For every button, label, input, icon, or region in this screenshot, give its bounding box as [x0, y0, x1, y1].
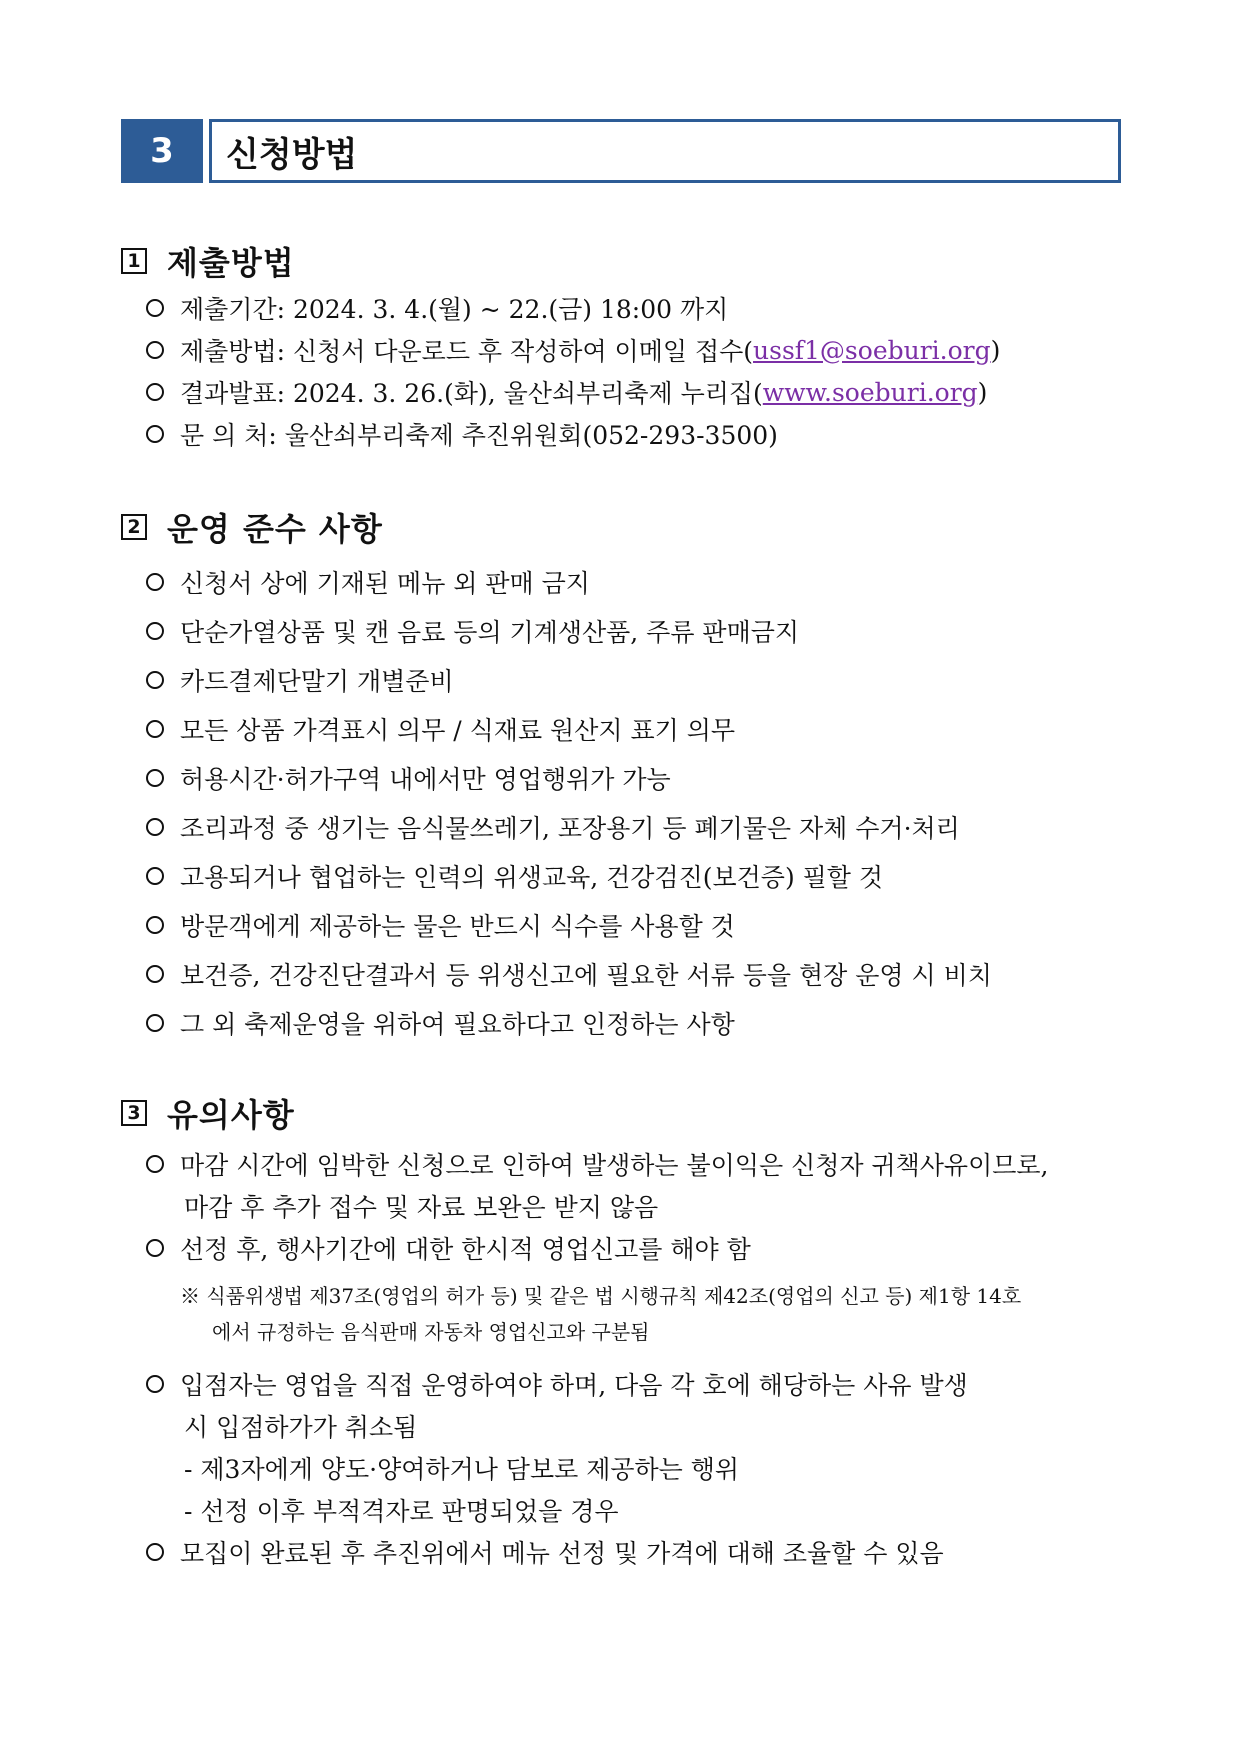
list-item: [146, 1364, 968, 1404]
list-item: [146, 1228, 751, 1268]
circle-bullet-icon: [146, 818, 164, 836]
circle-bullet-icon: [146, 1239, 164, 1257]
sub-item: - 제3자에게 양도·양여하거나 담보로 제공하는 행위: [184, 1455, 740, 1484]
section-number-box: 3: [121, 1100, 147, 1126]
section-title: 유의사항: [167, 1096, 295, 1134]
item-text: 제출방법: 신청서 다운로드 후 작성하여 이메일 접수(: [180, 337, 754, 366]
item-text-suffix: ): [990, 335, 1001, 365]
chapter-header: [121, 119, 1121, 183]
circle-bullet-icon: [146, 916, 164, 934]
circle-bullet-icon: [146, 1543, 164, 1561]
section-number-box: 2: [121, 514, 147, 540]
section-2-heading: [121, 504, 383, 550]
list-item: [146, 1144, 1048, 1184]
list-item: [146, 1003, 735, 1043]
list-item: [146, 807, 960, 847]
list-item: [146, 905, 735, 945]
item-text: 방문객에게 제공하는 물은 반드시 식수를 사용할 것: [180, 912, 735, 941]
item-continuation: 마감 후 추가 접수 및 자료 보완은 받지 않음: [184, 1193, 659, 1222]
circle-bullet-icon: [146, 1014, 164, 1032]
section-title: 제출방법: [167, 244, 295, 282]
list-item: [146, 660, 454, 700]
item-text: 결과발표: 2024. 3. 26.(화), 울산쇠부리축제 누리집(: [180, 379, 763, 408]
item-text-suffix: ): [977, 377, 988, 407]
item-text: 허용시간·허가구역 내에서만 영업행위가 가능: [180, 765, 671, 794]
footnote-continuation: 에서 규정하는 음식판매 자동차 영업신고와 구분됨: [212, 1319, 650, 1344]
item-continuation: 시 입점하가가 취소됨: [184, 1413, 418, 1442]
list-item: [146, 1532, 944, 1572]
item-text: 고용되거나 협업하는 인력의 위생교육, 건강검진(보건증) 필할 것: [180, 863, 884, 892]
section-title: 운영 준수 사항: [167, 510, 383, 548]
list-item: [146, 372, 987, 412]
item-text: 조리과정 중 생기는 음식물쓰레기, 포장용기 등 폐기물은 자체 수거·처리: [180, 814, 960, 843]
circle-bullet-icon: [146, 965, 164, 983]
circle-bullet-icon: [146, 622, 164, 640]
circle-bullet-icon: [146, 425, 164, 443]
item-text: 카드결제단말기 개별준비: [180, 667, 454, 696]
section-1-heading: [121, 238, 295, 284]
chapter-title: 신청방법: [209, 119, 1121, 183]
list-item: [146, 758, 671, 798]
list-item: [146, 709, 735, 749]
item-text: 모집이 완료된 후 추진위에서 메뉴 선정 및 가격에 대해 조율할 수 있음: [180, 1539, 944, 1568]
circle-bullet-icon: [146, 1155, 164, 1173]
item-text: 선정 후, 행사기간에 대한 한시적 영업신고를 해야 함: [180, 1235, 751, 1264]
item-text: 제출기간: 2024. 3. 4.(월) ~ 22.(금) 18:00 까지: [180, 295, 729, 324]
circle-bullet-icon: [146, 341, 164, 359]
footnote: ※ 식품위생법 제37조(영업의 허가 등) 및 같은 법 시행규칙 제42조(영업의 신고 등) 제1항 14호: [180, 1283, 1022, 1308]
item-text: 단순가열상품 및 캔 음료 등의 기계생산품, 주류 판매금지: [180, 618, 800, 647]
item-text: 모든 상품 가격표시 의무 / 식재료 원산지 표기 의무: [180, 716, 735, 745]
circle-bullet-icon: [146, 867, 164, 885]
circle-bullet-icon: [146, 769, 164, 787]
circle-bullet-icon: [146, 573, 164, 591]
item-text: 보건증, 건강진단결과서 등 위생신고에 필요한 서류 등을 현장 운영 시 비치: [180, 961, 992, 990]
list-item: [146, 611, 799, 651]
item-text: 신청서 상에 기재된 메뉴 외 판매 금지: [180, 569, 590, 598]
email-link[interactable]: ussf1@soeburi.org: [753, 335, 991, 365]
sub-item: - 선정 이후 부적격자로 판명되었을 경우: [184, 1497, 619, 1526]
circle-bullet-icon: [146, 299, 164, 317]
section-number-box: 1: [121, 248, 147, 274]
website-link[interactable]: www.soeburi.org: [762, 377, 978, 407]
item-text: 입점자는 영업을 직접 운영하여야 하며, 다음 각 호에 해당하는 사유 발생: [180, 1371, 968, 1400]
circle-bullet-icon: [146, 671, 164, 689]
list-item: [146, 954, 992, 994]
list-item: [146, 330, 1000, 370]
list-item: [146, 562, 590, 602]
item-text: 마감 시간에 임박한 신청으로 인하여 발생하는 불이익은 신청자 귀책사유이므로,: [180, 1151, 1049, 1180]
list-item: [146, 414, 778, 454]
chapter-number: 3: [121, 119, 203, 183]
section-3-heading: [121, 1090, 295, 1136]
circle-bullet-icon: [146, 720, 164, 738]
list-item: [146, 856, 883, 896]
circle-bullet-icon: [146, 383, 164, 401]
circle-bullet-icon: [146, 1375, 164, 1393]
item-text: 문 의 처: 울산쇠부리축제 추진위원회(052-293-3500): [180, 421, 778, 450]
item-text: 그 외 축제운영을 위하여 필요하다고 인정하는 사항: [180, 1010, 735, 1039]
list-item: [146, 288, 728, 328]
